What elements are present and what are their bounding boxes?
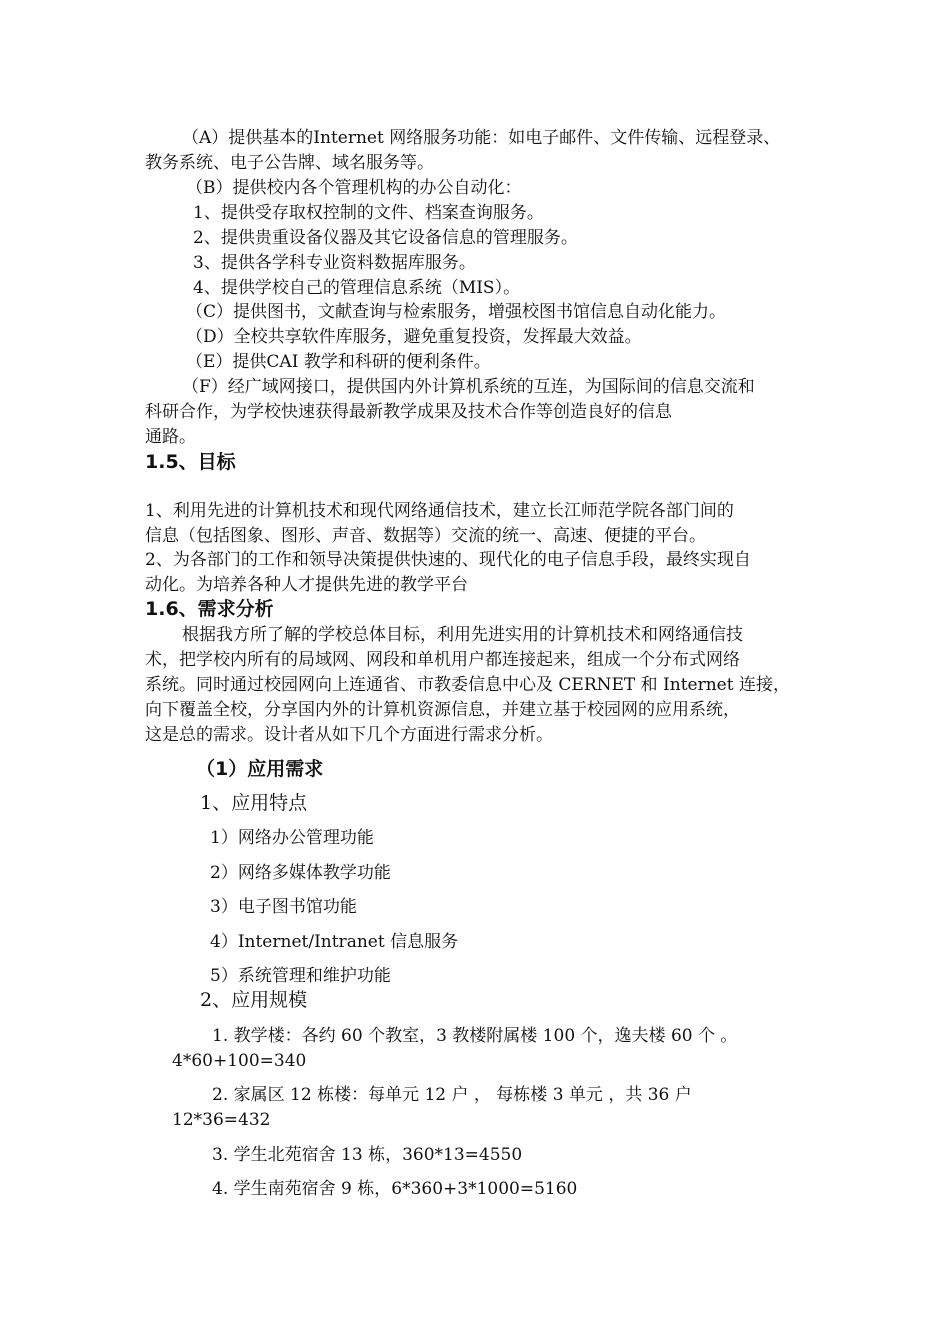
list-item: 4. 学生南苑宿舍 9 栋，6*360+3*1000=5160 [212, 1179, 578, 1199]
paragraph-line: 通路。 [145, 427, 196, 447]
list-item: 4）Internet/Intranet 信息服务 [210, 932, 459, 952]
paragraph-line: 2、为各部门的工作和领导决策提供快速的、现代化的电子信息手段，最终实现自 [145, 550, 751, 570]
paragraph-line: 教务系统、电子公告牌、域名服务等。 [145, 153, 434, 173]
subsection-title: 2、应用规模 [200, 989, 308, 1011]
list-item: 1）网络办公管理功能 [210, 828, 374, 848]
paragraph-line: 系统。同时通过校园网向上连通省、市教委信息中心及 CERNET 和 Internet 连接， [145, 675, 790, 695]
list-item: 4*60+100=340 [172, 1051, 307, 1071]
paragraph-line: 这是总的需求。设计者从如下几个方面进行需求分析。 [145, 725, 553, 745]
paragraph-line: （E）提供CAI 教学和科研的便利条件。 [186, 352, 491, 372]
subsection-title: （1）应用需求 [196, 758, 324, 780]
paragraph-line: 动化。为培养各种人才提供先进的教学平台 [145, 575, 468, 595]
paragraph-line: （B）提供校内各个管理机构的办公自动化： [186, 178, 522, 198]
list-item: 4、提供学校自己的管理信息系统（MIS）。 [193, 278, 521, 298]
list-item: 2）网络多媒体教学功能 [210, 863, 391, 883]
paragraph-line: （F）经广域网接口，提供国内外计算机系统的互连，为国际间的信息交流和 [182, 377, 755, 397]
section-heading: 1.6、需求分析 [145, 598, 274, 620]
paragraph-line: 科研合作，为学校快速获得最新教学成果及技术合作等创造良好的信息 [145, 402, 672, 422]
list-item: 3. 学生北苑宿舍 13 栋，360*13=4550 [212, 1145, 523, 1165]
list-item: 2. 家属区 12 栋楼：每单元 12 户 ， 每栋楼 3 单元 ，共 36 户 [212, 1085, 692, 1105]
subsection-title: 1、应用特点 [200, 792, 308, 814]
section-heading: 1.5、目标 [145, 451, 236, 473]
paragraph-line: 向下覆盖全校，分享国内外的计算机资源信息，并建立基于校园网的应用系统， [145, 700, 740, 720]
list-item: 1. 教学楼：各约 60 个教室，3 教楼附属楼 100 个，逸夫楼 60 个 。 [212, 1026, 738, 1046]
paragraph-line: 信息（包括图象、图形、声音、数据等）交流的统一、高速、便捷的平台。 [145, 526, 706, 546]
list-item: 3）电子图书馆功能 [210, 897, 357, 917]
paragraph-line: 1、利用先进的计算机技术和现代网络通信技术，建立长江师范学院各部门间的 [145, 501, 734, 521]
list-item: 3、提供各学科专业资料数据库服务。 [193, 253, 476, 273]
paragraph-line: （C）提供图书，文献查询与检索服务，增强校图书馆信息自动化能力。 [186, 302, 727, 322]
list-item: 1、提供受存取权控制的文件、档案查询服务。 [193, 203, 544, 223]
list-item: 5）系统管理和维护功能 [210, 966, 391, 986]
paragraph-line: 术，把学校内所有的局域网、网段和单机用户都连接起来，组成一个分布式网络 [145, 650, 740, 670]
list-item: 2、提供贵重设备仪器及其它设备信息的管理服务。 [193, 228, 578, 248]
paragraph-line: （D）全校共享软件库服务，避免重复投资，发挥最大效益。 [186, 327, 642, 347]
paragraph-line: 根据我方所了解的学校总体目标，利用先进实用的计算机技术和网络通信技 [182, 625, 743, 645]
list-item: 12*36=432 [172, 1110, 271, 1130]
paragraph-line: （A）提供基本的Internet 网络服务功能：如电子邮件、文件传输、远程登录、 [182, 128, 781, 148]
